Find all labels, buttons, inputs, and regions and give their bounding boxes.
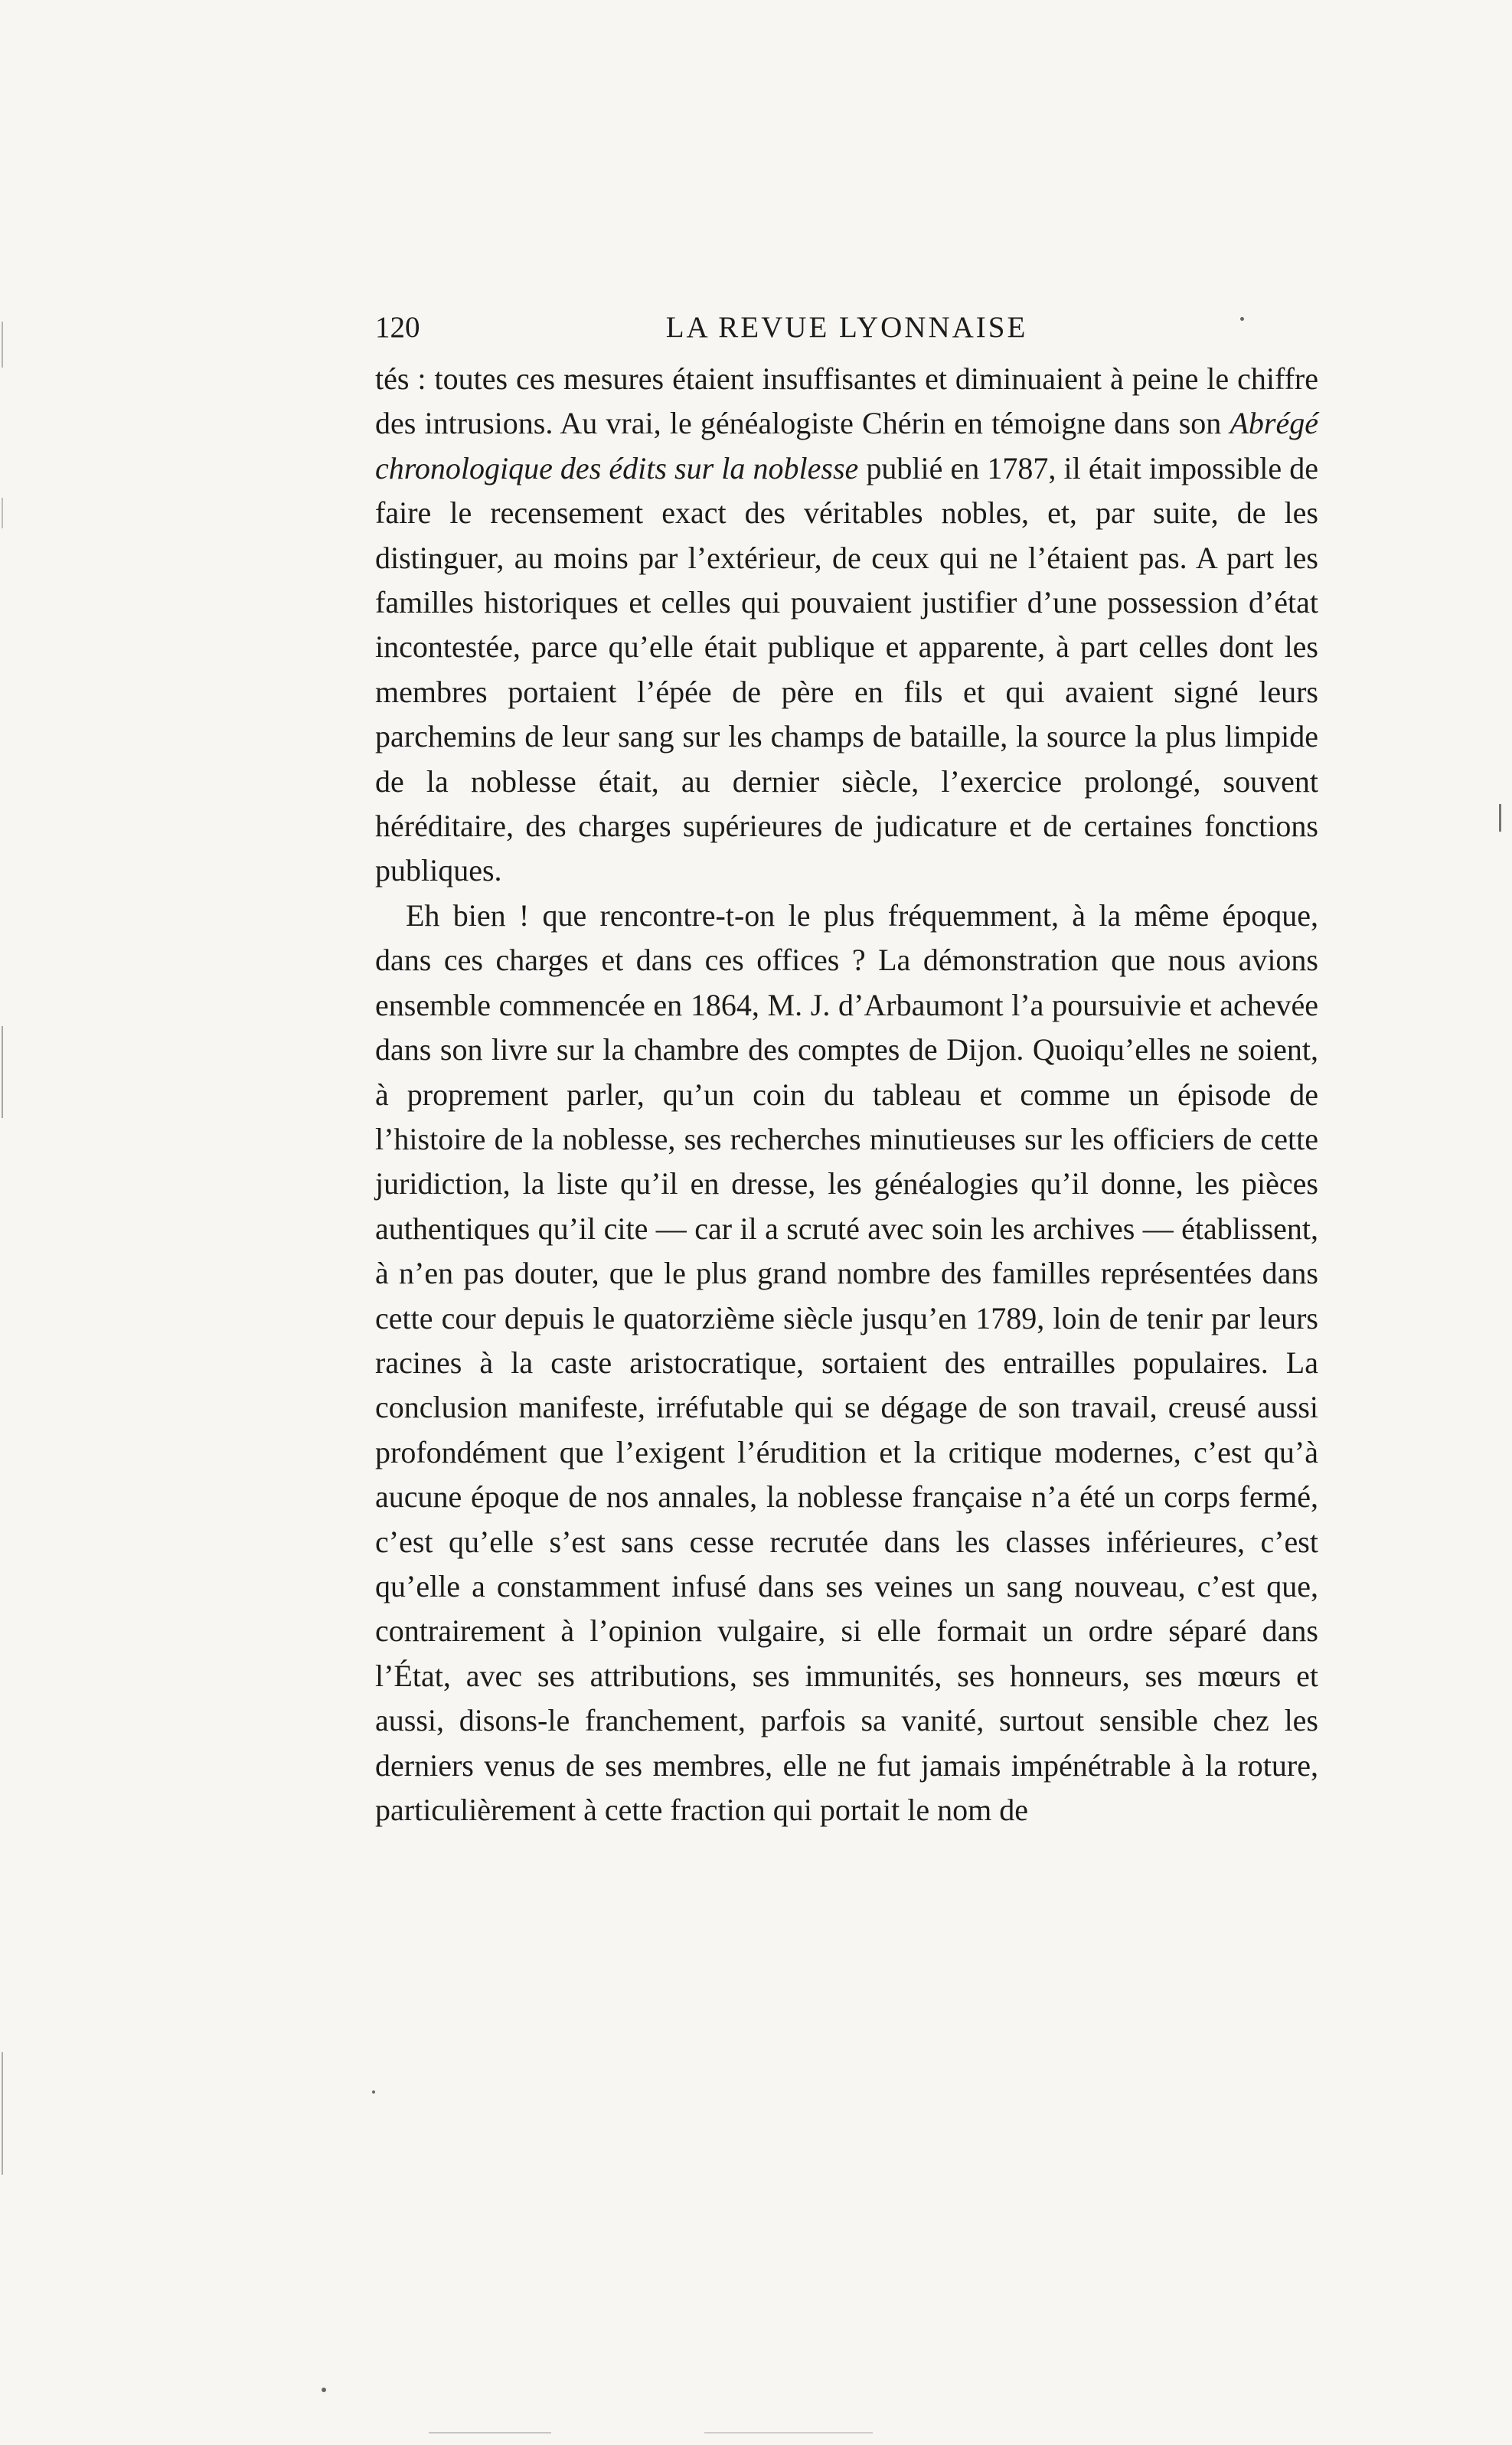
body-text — [375, 357, 1318, 1832]
paragraph-1-text-end: publié en 1787, il était impossible de faire le recensement exact des véritables nobles, et, par suite, de les distinguer, au moins par l’extérieur, de ceux qui ne l’étaient pas. A part les familles historiques et celles qui pouvaient justifier d’une possession d’état incontestée, parce qu’elle était publique et apparente, à part celles dont les membres portaient l’épée de père en fils et qui avaient signé leurs parchemins de leur sang sur les champs de bataille, la source la plus limpide de la noblesse était, au dernier siècle, l’exercice prolongé, souvent héréditaire, des charges supérieures de judicature et de certaines fonctions publiques. — [375, 450, 1319, 888]
margin-mark-left-3 — [2, 1026, 3, 1118]
speck-3 — [372, 2090, 375, 2094]
speck-2 — [322, 2388, 326, 2392]
bottom-edge-mark-2 — [704, 2432, 873, 2434]
margin-mark-right-1 — [1499, 804, 1501, 832]
page-number: 120 — [375, 311, 420, 344]
margin-mark-left-2 — [2, 498, 3, 528]
paragraph-2: Eh bien ! que rencontre-t-on le plus fréquemment, à la même époque, dans ces charges et dans ces offices ? La démonstration que nous avions ensemble commencée en 1864, M. J. d’Arbaumont l’a poursuivie et achevée dans son livre sur la chambre des comptes de Dijon. Quoiqu’elles ne soient, à proprement parler, qu’un coin du tableau et comme un épisode de l’histoire de la noblesse, ses recherches minutieuses sur les officiers de cette juridiction, la liste qu’il en dresse, les généalogies qu’il donne, les pièces authentiques qu’il cite — car il a scruté avec soin les archives — établissent, à n’en pas douter, que le plus grand nombre des familles représentées dans cette cour depuis le quatorzième siècle jusqu’en 1789, loin de tenir par leurs racines à la caste aristocratique, sortaient des entrailles populaires. La conclusion manifeste, irréfutable qui se dégage de son travail, creusé aussi profondément que l’exigent l’érudition et la critique modernes, c’est qu’à aucune époque de nos annales, la noblesse française n’a été un corps fermé, c’est qu’elle s’est sans cesse recrutée dans les classes inférieures, c’est qu’elle a constamment infusé dans ses veines un sang nouveau, c’est que, contrairement à l’opinion vulgaire, si elle formait un ordre séparé dans l’État, avec ses attributions, ses immunités, ses honneurs, ses mœurs et aussi, disons-le franchement, parfois sa vanité, surtout sensible chez les derniers venus de ses membres, elle ne fut jamais impénétrable à la roture, particulièrement à cette fraction qui portait le nom de — [375, 897, 1318, 1827]
running-header — [375, 305, 1318, 351]
paragraph-1-text-start: tés : toutes ces mesures étaient insuffisantes et diminuaient à peine le chiffre des intrusions. Au vrai, le généalogiste Chérin en témoigne dans son — [375, 361, 1318, 441]
book-title: Abrégé chronologique des édits sur la noblesse — [375, 406, 1318, 485]
margin-mark-left-4 — [2, 2052, 3, 2175]
journal-title: LA REVUE LYONNAISE — [665, 311, 1028, 344]
speck-1 — [1240, 317, 1244, 321]
paragraph-1 — [375, 357, 1318, 894]
bottom-edge-mark — [429, 2432, 551, 2434]
margin-mark-left-1 — [2, 322, 3, 368]
